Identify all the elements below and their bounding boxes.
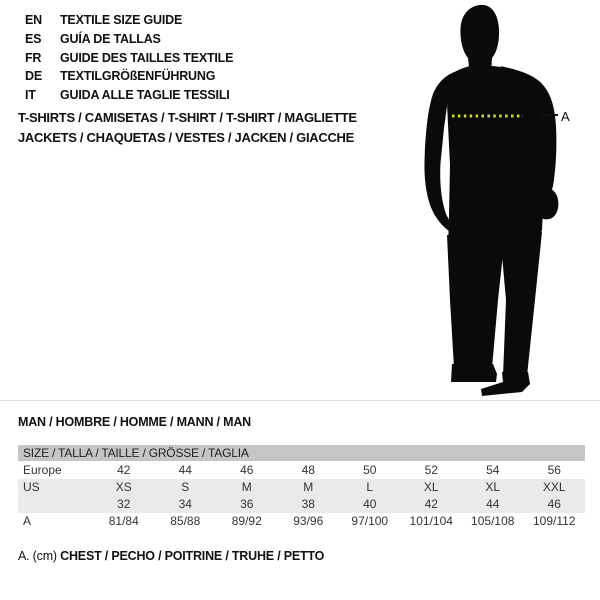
size-cell: 42: [424, 497, 438, 511]
left-foot-shape: [451, 364, 497, 382]
size-cell: 105/108: [471, 514, 515, 528]
size-cell: 81/84: [108, 514, 139, 528]
row-label: A: [23, 514, 32, 528]
size-cell: L: [366, 480, 374, 494]
size-cell: 85/88: [170, 514, 201, 528]
measurement-footnote: [18, 549, 324, 563]
size-cell: 52: [424, 463, 438, 477]
section-title-man: MAN / HOMBRE / HOMME / MANN / MAN: [18, 415, 251, 429]
size-cell: 46: [240, 463, 254, 477]
language-list: [25, 11, 233, 105]
measurement-label-a: A: [561, 109, 570, 124]
size-cell: 40: [363, 497, 377, 511]
category-tshirts: T-SHIRTS / CAMISETAS / T-SHIRT / T-SHIRT / MAGLIETTE: [18, 110, 357, 125]
size-cell: 38: [301, 497, 315, 511]
size-cell: 89/92: [231, 514, 262, 528]
right-leg-shape: [500, 232, 542, 376]
language-label: TEXTILGRÖßENFÜHRUNG: [60, 69, 216, 84]
size-cell: XXL: [542, 480, 566, 494]
size-cell: M: [241, 480, 252, 494]
language-row: [25, 30, 233, 49]
size-cell: 54: [486, 463, 500, 477]
language-label: GUIDA ALLE TAGLIE TESSILI: [60, 88, 230, 103]
footnote-prefix: A. (cm): [18, 549, 57, 563]
table-row-a-chest: [18, 513, 585, 530]
language-code: FR: [25, 50, 42, 65]
size-cell: 42: [117, 463, 131, 477]
size-cell: XL: [423, 480, 439, 494]
size-table: [18, 445, 585, 530]
size-cell: XL: [485, 480, 501, 494]
language-label: GUÍA DE TALLAS: [60, 31, 161, 46]
size-cell: 46: [547, 497, 561, 511]
language-label: GUIDE DES TAILLES TEXTILE: [60, 50, 234, 65]
language-code: DE: [25, 69, 42, 84]
table-row-europe: [18, 462, 585, 479]
size-cell: 109/112: [533, 514, 576, 528]
size-cell: 32: [117, 497, 131, 511]
language-code: ES: [25, 31, 42, 46]
size-cell: 48: [301, 463, 315, 477]
left-leg-shape: [447, 235, 505, 368]
size-cell: 44: [178, 463, 192, 477]
language-label: TEXTILE SIZE GUIDE: [60, 13, 183, 27]
size-cell: 97/100: [351, 514, 389, 528]
language-row: [25, 11, 233, 30]
size-cell: M: [303, 480, 314, 494]
size-cell: 101/104: [409, 514, 453, 528]
head-shape: [460, 5, 499, 74]
language-row: [25, 67, 233, 86]
size-cell: 93/96: [293, 514, 324, 528]
language-code: EN: [25, 13, 42, 27]
language-row: [25, 49, 233, 68]
category-list: [18, 108, 357, 147]
size-cell: 44: [486, 497, 500, 511]
size-cell: S: [181, 480, 190, 494]
row-label: Europe: [23, 463, 62, 477]
category-jackets: JACKETS / CHAQUETAS / VESTES / JACKEN / GIACCHE: [18, 129, 354, 145]
size-cell: 36: [240, 497, 254, 511]
man-silhouette: [418, 0, 582, 400]
silhouette-shapes: [424, 5, 558, 396]
size-cell: 56: [547, 463, 561, 477]
table-row-us-numeric: [18, 496, 585, 513]
table-row-us: [18, 479, 585, 496]
row-label: [18, 496, 93, 513]
section-divider: [0, 400, 600, 401]
language-row: [25, 86, 233, 105]
row-label: US: [23, 480, 40, 494]
table-header: SIZE / TALLA / TAILLE / GRÖSSE / TAGLIA: [18, 445, 585, 461]
language-code: IT: [25, 88, 36, 103]
footnote-text: CHEST / PECHO / POITRINE / TRUHE / PETTO: [60, 549, 325, 563]
size-cell: 34: [178, 497, 192, 511]
size-cell: XS: [115, 480, 132, 494]
size-cell: 50: [363, 463, 377, 477]
